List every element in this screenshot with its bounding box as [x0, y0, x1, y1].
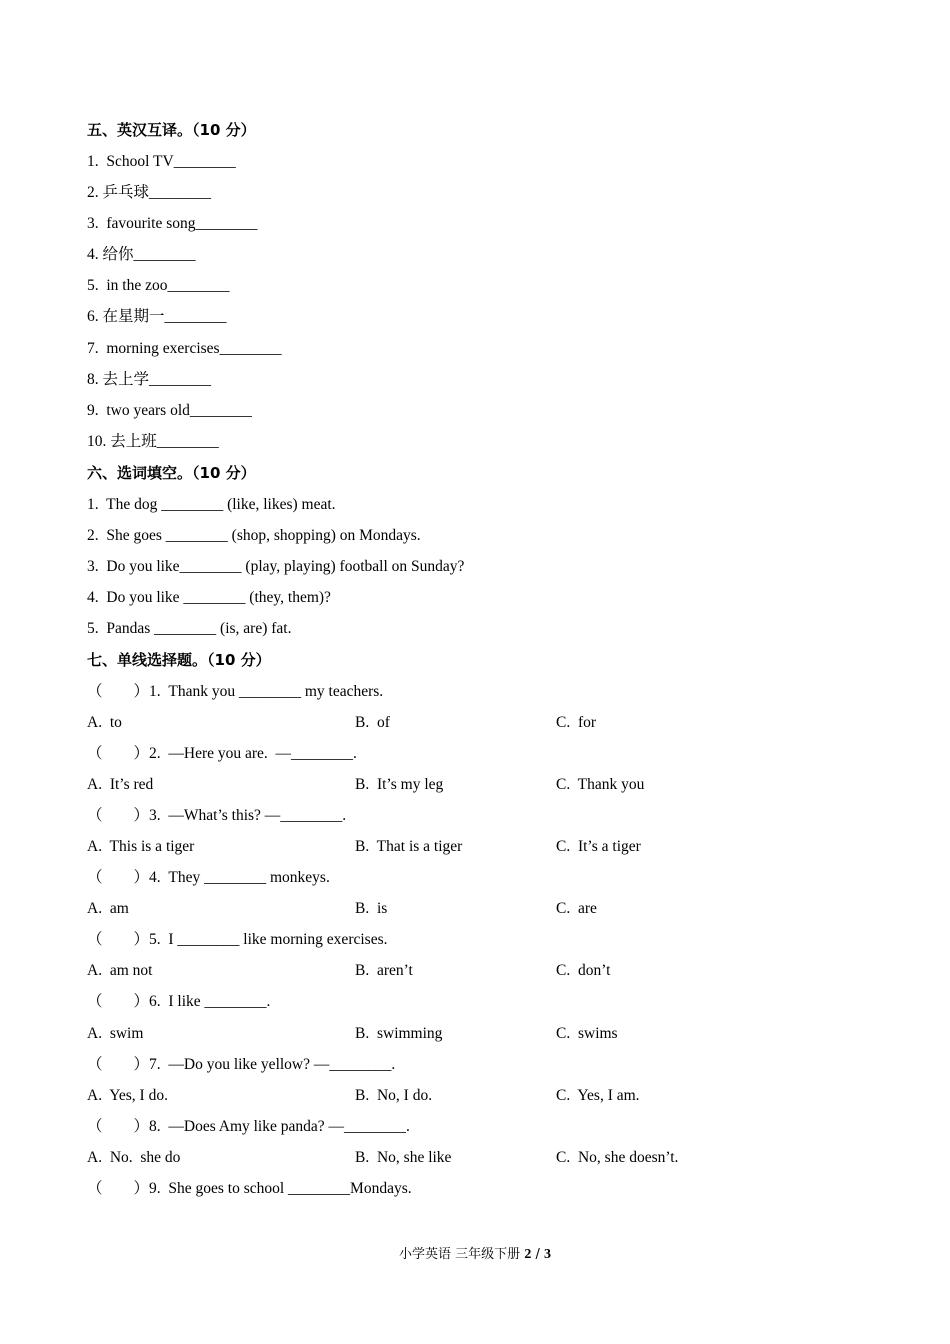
page-current: 2: [524, 1247, 532, 1262]
option-a: A. It’s red: [87, 776, 154, 793]
option-b: B. swimming: [355, 1025, 443, 1042]
option-a: A. Yes, I do.: [87, 1087, 168, 1104]
option-a: A. swim: [87, 1025, 144, 1042]
question-stem: （ ）4. They ________ monkeys.: [87, 869, 330, 886]
section6-item: 2. She goes ________ (shop, shopping) on Mondays.: [87, 527, 421, 544]
option-a: A. This is a tiger: [87, 838, 195, 855]
option-c: C. are: [556, 900, 597, 917]
section5-item: 6. 在星期一________: [87, 308, 227, 325]
question-stem: （ ）8. —Does Amy like panda? —________.: [87, 1118, 410, 1135]
question-stem: （ ）7. —Do you like yellow? —________.: [87, 1056, 396, 1073]
question-stem: （ ）5. I ________ like morning exercises.: [87, 931, 388, 948]
question-stem: （ ）2. —Here you are. —________.: [87, 745, 357, 762]
section5-item: 7. morning exercises________: [87, 340, 282, 357]
option-b: B. That is a tiger: [355, 838, 463, 855]
section5-heading: 五、英汉互译。（10 分）: [87, 121, 256, 139]
section5-item: 4. 给你________: [87, 246, 196, 263]
question-stem: （ ）1. Thank you ________ my teachers.: [87, 683, 384, 700]
section5-item: 10. 去上班________: [87, 433, 219, 450]
question-stem: （ ）6. I like ________.: [87, 993, 271, 1010]
option-c: C. Yes, I am.: [556, 1087, 640, 1104]
option-c: C. Thank you: [556, 776, 645, 793]
option-b: B. No, she like: [355, 1149, 452, 1166]
option-b: B. No, I do.: [355, 1087, 433, 1104]
section6-item: 3. Do you like________ (play, playing) football on Sunday?: [87, 558, 465, 575]
section6-item: 5. Pandas ________ (is, are) fat.: [87, 620, 292, 637]
option-a: A. No. she do: [87, 1149, 181, 1166]
option-c: C. No, she doesn’t.: [556, 1149, 679, 1166]
section7-heading: 七、单线选择题。（10 分）: [87, 651, 271, 669]
question-stem: （ ）9. She goes to school ________Mondays.: [87, 1180, 412, 1197]
option-a: A. to: [87, 714, 122, 731]
section6-item: 4. Do you like ________ (they, them)?: [87, 589, 331, 606]
option-b: B. of: [355, 714, 390, 731]
page-separator: /: [531, 1247, 544, 1262]
section6-heading: 六、选词填空。（10 分）: [87, 464, 256, 482]
option-b: B. is: [355, 900, 388, 917]
section5-item: 3. favourite song________: [87, 215, 258, 232]
option-c: C. don’t: [556, 962, 611, 979]
section5-item: 5. in the zoo________: [87, 277, 230, 294]
option-b: B. aren’t: [355, 962, 413, 979]
option-c: C. It’s a tiger: [556, 838, 641, 855]
section5-item: 1. School TV________: [87, 153, 236, 170]
option-a: A. am not: [87, 962, 153, 979]
option-c: C. swims: [556, 1025, 618, 1042]
section5-item: 8. 去上学________: [87, 371, 212, 388]
page-total: 3: [543, 1247, 551, 1262]
section6-item: 1. The dog ________ (like, likes) meat.: [87, 496, 336, 513]
section5-item: 9. two years old________: [87, 402, 252, 419]
footer-text: 小学英语 三年级下册: [399, 1247, 521, 1262]
option-c: C. for: [556, 714, 597, 731]
option-a: A. am: [87, 900, 129, 917]
question-stem: （ ）3. —What’s this? —________.: [87, 807, 347, 824]
option-b: B. It’s my leg: [355, 776, 444, 793]
page-footer: [0, 1245, 950, 1265]
section5-item: 2. 乒乓球________: [87, 184, 212, 201]
